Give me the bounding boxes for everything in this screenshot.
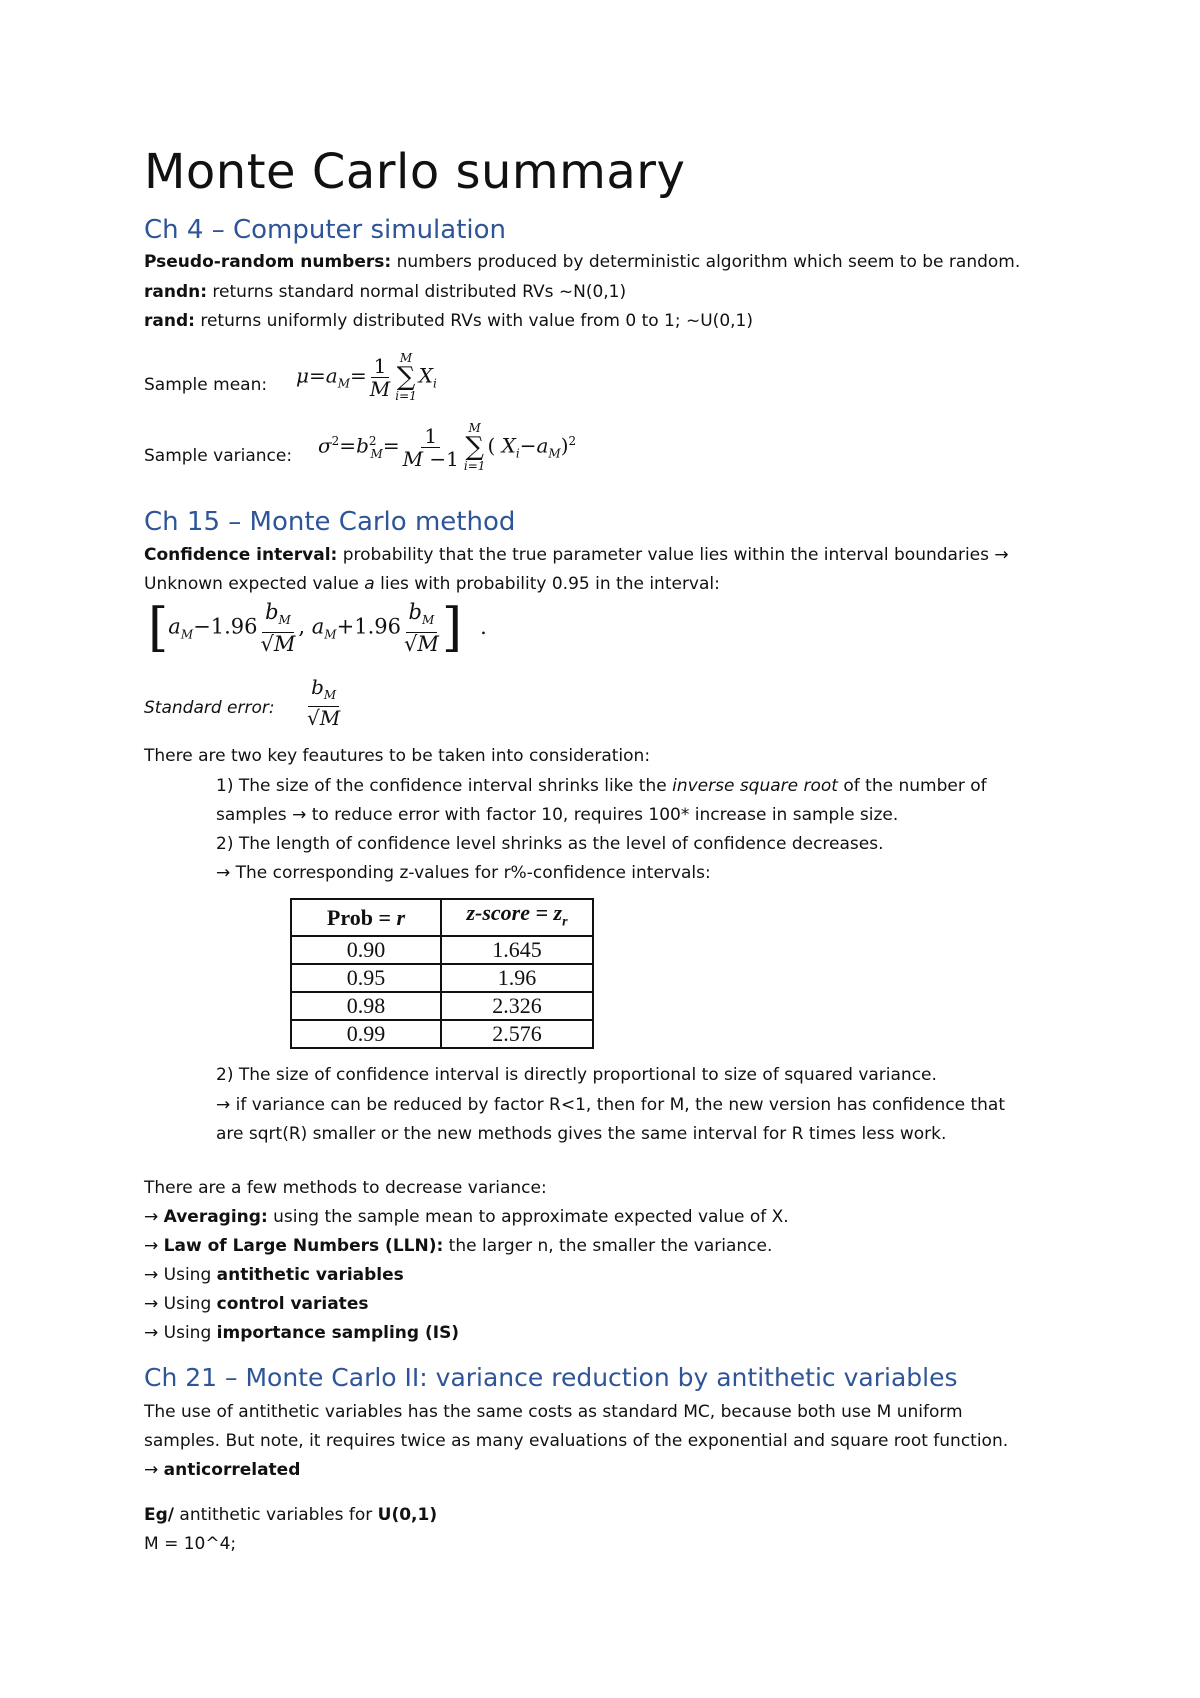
table-header-row xyxy=(291,899,593,936)
formula-sample-mean: $\mu=a_M=$ $\frac{1}{M}$ M ∑ i=1 $X_i$ xyxy=(296,351,437,403)
text-pseudo-random: numbers produced by deterministic algorithm which seem to be random. xyxy=(391,252,1021,272)
para-confidence-interval xyxy=(144,543,1009,567)
table-cell-zscore: 2.326 xyxy=(441,992,593,1020)
para-rand xyxy=(144,309,753,333)
list-item-control-variates xyxy=(144,1292,368,1316)
var-a: a xyxy=(364,574,375,594)
para-methods-intro: There are a few methods to decrease variance: xyxy=(144,1178,547,1198)
interval-factor-right: 1.96 xyxy=(354,614,401,639)
table-cell-zscore: 1.96 xyxy=(441,964,593,992)
label-standard-error: Standard error: xyxy=(144,698,275,718)
arrow-icon: → xyxy=(144,1236,164,1256)
table-header-zscore-var: z xyxy=(553,900,563,925)
para-expected-value xyxy=(144,572,720,596)
interval-factor-left: 1.96 xyxy=(210,614,258,639)
term-uniform-dist: U(0,1) xyxy=(377,1505,438,1525)
term-importance-sampling: importance sampling (IS) xyxy=(216,1323,460,1343)
text-inverse-square-root: inverse square root xyxy=(672,776,838,796)
para-key-features: There are two key feautures to be taken into consideration: xyxy=(144,746,651,766)
arrow-icon: → xyxy=(144,1294,164,1314)
table-header-zscore-sub: r xyxy=(562,914,568,930)
term-rand: rand: xyxy=(144,311,195,331)
heading-ch15: Ch 15 – Monte Carlo method xyxy=(144,507,516,537)
term-averaging: Averaging: xyxy=(163,1207,268,1227)
table-cell-prob: 0.99 xyxy=(291,1020,441,1048)
arrow-icon: → xyxy=(144,1323,164,1343)
term-control-variates: control variates xyxy=(216,1294,369,1314)
text-feature-1a: 1) The size of the confidence interval shrinks like the xyxy=(216,776,673,796)
text-lln: the larger n, the smaller the variance. xyxy=(443,1236,773,1256)
text-randn: returns standard normal distributed RVs ~N(0,1) xyxy=(207,282,627,302)
para-feature-1 xyxy=(216,774,987,798)
label-sample-variance: Sample variance: xyxy=(144,446,293,466)
formula-standard-error: $\frac{b_M}{√M}$ xyxy=(307,675,341,730)
text-rand: returns uniformly distributed RVs with value from 0 to 1; ~U(0,1) xyxy=(194,311,753,331)
list-item-averaging xyxy=(144,1205,789,1229)
table-header-prob xyxy=(291,899,441,936)
text-eg: antithetic variables for xyxy=(174,1505,378,1525)
interval-period: . xyxy=(480,614,487,639)
text-using-1: Using xyxy=(163,1265,217,1285)
para-feature-3: 2) The size of confidence interval is directly proportional to size of squared variance. xyxy=(216,1065,937,1085)
table-row xyxy=(291,964,593,992)
para-ch21-1: The use of antithetic variables has the same costs as standard MC, because both use M uniform xyxy=(144,1402,963,1422)
table-header-zscore-text: z-score = xyxy=(466,900,554,925)
term-anticorrelated: anticorrelated xyxy=(163,1460,301,1480)
table-header-zscore xyxy=(441,899,593,936)
text-expected-value-a: Unknown expected value xyxy=(144,574,365,594)
arrow-icon: → xyxy=(144,1265,164,1285)
para-anticorrelated xyxy=(144,1458,300,1482)
table-cell-prob: 0.98 xyxy=(291,992,441,1020)
term-pseudo-random: Pseudo-random numbers: xyxy=(144,252,392,272)
term-confidence-interval: Confidence interval: xyxy=(144,545,338,565)
table-cell-prob: 0.95 xyxy=(291,964,441,992)
para-feature-2: 2) The length of confidence level shrinks as the level of confidence decreases. xyxy=(216,834,884,854)
page-title: Monte Carlo summary xyxy=(144,144,686,200)
para-feature-1c: samples → to reduce error with factor 10, requires 100* increase in sample size. xyxy=(216,805,899,825)
table-row xyxy=(291,992,593,1020)
text-confidence-interval: probability that the true parameter value lies within the interval boundaries → xyxy=(337,545,1009,565)
z-score-table xyxy=(290,898,594,1049)
label-sample-mean: Sample mean: xyxy=(144,375,268,395)
text-using-2: Using xyxy=(163,1294,217,1314)
table-cell-zscore: 1.645 xyxy=(441,936,593,964)
table-row xyxy=(291,936,593,964)
arrow-icon: → xyxy=(144,1460,164,1480)
para-ch21-2: samples. But note, it requires twice as many evaluations of the exponential and square root function. xyxy=(144,1431,1009,1451)
heading-ch21: Ch 21 – Monte Carlo II: variance reduction by antithetic variables xyxy=(144,1363,958,1392)
term-lln: Law of Large Numbers (LLN): xyxy=(163,1236,444,1256)
list-item-lln xyxy=(144,1234,772,1258)
table-header-prob-text: Prob = xyxy=(326,904,397,930)
code-line: M = 10^4; xyxy=(144,1534,237,1554)
text-averaging: using the sample mean to approximate expected value of X. xyxy=(267,1207,789,1227)
para-feature-3b: → if variance can be reduced by factor R<1, then for M, the new version has confidence that xyxy=(216,1095,1006,1115)
text-feature-1b: of the number of xyxy=(837,776,987,796)
formula-confidence-interval: [$a_M-1.96$ $\frac{b_M}{√M}$ , $a_M+1.96$ $\frac{b_M}{√M}$ ] . xyxy=(148,598,487,658)
term-eg: Eg/ xyxy=(144,1505,174,1525)
term-antithetic: antithetic variables xyxy=(216,1265,404,1285)
para-example xyxy=(144,1503,437,1527)
arrow-icon: → xyxy=(144,1207,164,1227)
text-using-3: Using xyxy=(163,1323,217,1343)
para-feature-2b: → The corresponding z-values for r%-confidence intervals: xyxy=(216,863,711,883)
list-item-importance-sampling xyxy=(144,1321,459,1345)
para-feature-3c: are sqrt(R) smaller or the new methods gives the same interval for R times less work. xyxy=(216,1124,947,1144)
formula-sample-variance: $\sigma^2=b^2_M=$ $\frac{1}{M -1}$ M ∑ i=1 ( $X_i-a_M)^2$ xyxy=(318,421,577,473)
term-randn: randn: xyxy=(144,282,208,302)
list-item-antithetic xyxy=(144,1263,404,1287)
para-pseudo-random xyxy=(144,250,1020,274)
table-header-prob-var: r xyxy=(396,904,406,930)
table-cell-zscore: 2.576 xyxy=(441,1020,593,1048)
text-expected-value-b: lies with probability 0.95 in the interval: xyxy=(374,574,720,594)
para-randn xyxy=(144,280,626,304)
table-row xyxy=(291,1020,593,1048)
table-cell-prob: 0.90 xyxy=(291,936,441,964)
heading-ch4: Ch 4 – Computer simulation xyxy=(144,215,507,245)
